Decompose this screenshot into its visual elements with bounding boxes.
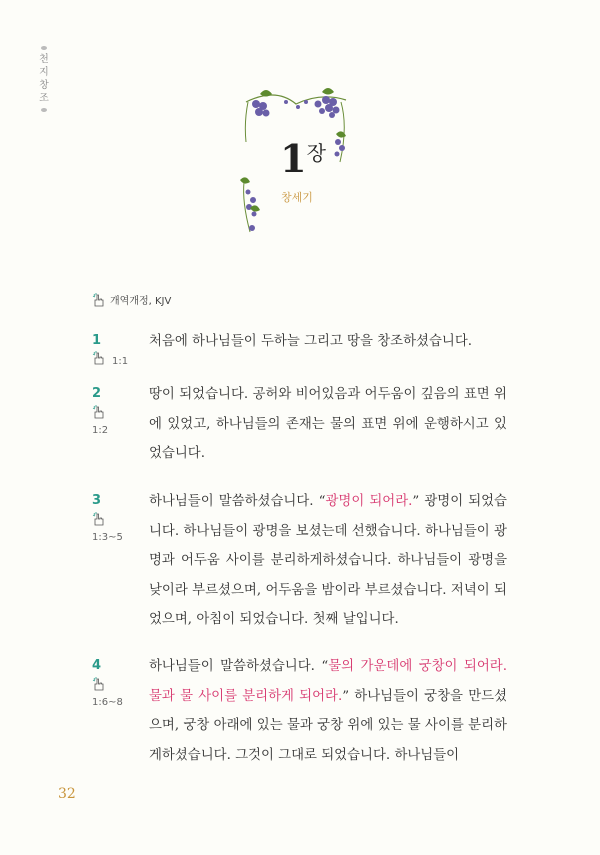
side-section-tab — [37, 46, 51, 112]
verse-text — [149, 652, 507, 770]
chapter-word: 장 — [306, 141, 326, 165]
side-tab-char: 창 — [39, 80, 49, 91]
pointing-hand-icon — [92, 677, 106, 691]
pointing-hand-icon — [92, 405, 106, 419]
verse-number: 2 — [92, 386, 102, 401]
verse-text-segment: 처음에 하나님들이 두하늘 그리고 땅을 창조하셨습니다. — [149, 334, 473, 349]
book-name: 창세기 — [281, 191, 313, 204]
version-label: 개역개정, KJV — [110, 296, 172, 307]
verse-text-segment: 땅이 되었습니다. 공허와 비어있음과 어두움이 깊음의 표면 위에 있었고, 하나님들의 존재는 물의 표면 위에 운행하시고 있었습니다. — [149, 387, 507, 461]
chapter-number: 1 — [280, 136, 307, 181]
cross-reference: 1:6~8 — [92, 697, 123, 708]
tab-ornament-bottom — [41, 108, 47, 112]
pointing-hand-icon — [92, 351, 106, 365]
chapter-title — [268, 136, 338, 181]
verse-text-segment: ” 광명이 되었습니다. 하나님들이 광명을 보셨는데 선했습니다. 하나님들이 광명과 어두움 사이를 분리하게하셨습니다. 하나님들이 광명을 낮이라 부르셨으며, 어두움을 밤이라 부르셨습니다. 저녁이 되었으며, 아침이 되었습니다. 첫째 날입니다. — [149, 494, 507, 627]
side-tab-char: 지 — [39, 67, 49, 78]
side-tab-label — [37, 53, 51, 105]
side-tab-char: 천 — [39, 54, 49, 65]
verse-number: 1 — [92, 333, 102, 348]
verse-text-highlight: 광명이 되어라. — [325, 494, 413, 509]
tab-ornament-top — [41, 46, 47, 50]
verse-text-highlight: 물의 가운데에 궁창이 되어라. 물과 물 사이를 분리하게 되어라. — [149, 659, 507, 704]
cross-reference: 1:2 — [92, 425, 109, 436]
pointing-hand-icon — [92, 512, 106, 526]
page-number: 32 — [58, 786, 76, 802]
verse-number: 3 — [92, 493, 102, 508]
version-line — [92, 292, 171, 307]
verse-text-segment: ” 하나님들이 궁창을 만드셨으며, 궁창 아래에 있는 물과 궁창 위에 있는 물 사이를 분리하게하셨습니다. 그것이 그대로 되었습니다. 하나님들이 — [149, 688, 507, 763]
verse-text — [149, 380, 507, 469]
verse-text — [149, 487, 507, 635]
cross-reference: 1:1 — [112, 356, 129, 367]
verse-number: 4 — [92, 658, 102, 673]
verse-text-segment: 하나님들이 말씀하셨습니다. “ — [149, 494, 326, 509]
verse-text — [149, 327, 507, 357]
pointing-hand-icon — [92, 293, 106, 307]
cross-reference: 1:3~5 — [92, 532, 123, 543]
side-tab-char: 조 — [39, 93, 49, 104]
verse-text-segment: 하나님들이 말씀하셨습니다. “ — [149, 659, 329, 674]
